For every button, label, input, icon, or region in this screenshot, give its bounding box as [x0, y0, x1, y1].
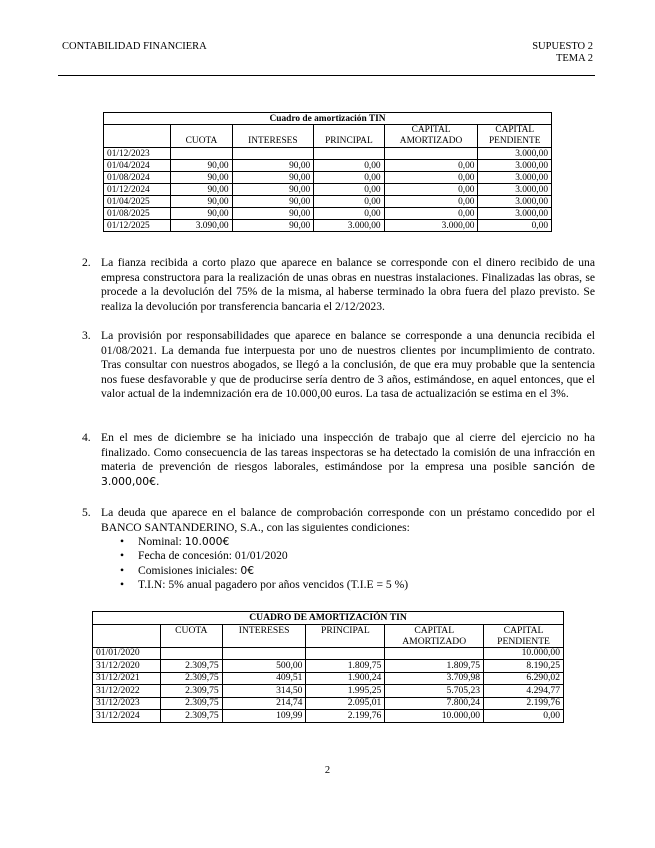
- table-row: [104, 184, 552, 196]
- table-cell: 0,00: [384, 196, 478, 208]
- table-cell: 2.199,76: [306, 710, 385, 723]
- table-cell: 0,00: [314, 208, 384, 220]
- table-row: [93, 647, 564, 660]
- row-date-cell: 01/01/2020: [93, 647, 161, 660]
- table-row: [93, 672, 564, 685]
- condition-value: 10.000€: [184, 535, 230, 548]
- column-header: CUOTA: [160, 624, 222, 647]
- table-cell: 7.800,24: [385, 697, 484, 710]
- table-row: [93, 660, 564, 673]
- amortization-table-2: [92, 611, 564, 723]
- table-cell: 0,00: [314, 160, 384, 172]
- condition-item: [118, 564, 408, 578]
- column-header: CUOTA: [171, 125, 232, 148]
- table-cell: [171, 148, 232, 160]
- row-date-cell: 01/08/2024: [104, 172, 171, 184]
- table-row: [104, 172, 552, 184]
- table-cell: 0,00: [384, 208, 478, 220]
- table-cell: 6.290,02: [484, 672, 564, 685]
- row-date-cell: 01/04/2025: [104, 196, 171, 208]
- table-title: CUADRO DE AMORTIZACIÓN TIN: [93, 612, 564, 625]
- table-row: [104, 148, 552, 160]
- row-date-cell: 31/12/2024: [93, 710, 161, 723]
- row-date-cell: 31/12/2020: [93, 660, 161, 673]
- table-cell: 3.000,00: [478, 208, 552, 220]
- bullet-icon: •: [120, 563, 125, 577]
- column-header: INTERESES: [232, 125, 314, 148]
- table-cell: 3.709,98: [385, 672, 484, 685]
- page-number: 2: [324, 765, 331, 776]
- table-cell: 2.199,76: [484, 697, 564, 710]
- column-header: PRINCIPAL: [306, 624, 385, 647]
- table-cell: 90,00: [232, 172, 314, 184]
- condition-item: [118, 535, 408, 549]
- table-cell: 90,00: [171, 184, 232, 196]
- column-header: PRINCIPAL: [314, 125, 384, 148]
- table-cell: [306, 647, 385, 660]
- row-date-cell: 01/12/2024: [104, 184, 171, 196]
- header-title: CONTABILIDAD FINANCIERA: [62, 41, 207, 52]
- column-header: CAPITAL AMORTIZADO: [384, 125, 478, 148]
- amortization-table-1: [103, 112, 552, 232]
- paragraph-item-5: [82, 506, 595, 535]
- table-cell: 3.000,00: [478, 196, 552, 208]
- table-cell: [385, 647, 484, 660]
- item-text: [101, 431, 595, 489]
- column-header-date: [104, 125, 171, 148]
- table-cell: 90,00: [171, 172, 232, 184]
- table-cell: 500,00: [222, 660, 306, 673]
- table-cell: 10.000,00: [484, 647, 564, 660]
- item-text: La provisión por responsabilidades que aparece en balance se corresponde a una denuncia recibida el 01/08/2021. La demanda fue interpuesta por uno de nuestros clientes por incumplimiento de contrato. Tras consultar con nuestros abogados, se llegó a la conclusión, de que era muy probable que la sentencia nos fuese desfavorable y que de producirse sería dentro de 3 años, estimándose, en aquel entonces, que el valor actual de la indemnización era de 10.000,00 euros. La tasa de actualización se estima en el 3%.: [101, 329, 595, 400]
- table-row: [104, 160, 552, 172]
- table-cell: 90,00: [232, 208, 314, 220]
- item-text: La deuda que aparece en el balance de comprobación corresponde con un préstamo concedido por el BANCO SANTANDERINO, S.A., con las siguientes condiciones:: [101, 506, 595, 534]
- loan-conditions-list: [118, 535, 408, 593]
- table-cell: 2.309,75: [160, 685, 222, 698]
- condition-value: 0€: [240, 563, 255, 577]
- table-cell: 0,00: [314, 184, 384, 196]
- paragraph-item-4: [82, 431, 595, 489]
- table-cell: 3.000,00: [478, 184, 552, 196]
- table-cell: [222, 647, 306, 660]
- table-cell: [232, 148, 314, 160]
- table-cell: 3.000,00: [314, 220, 384, 232]
- table-cell: 2.095,01: [306, 697, 385, 710]
- item-number: 2.: [82, 256, 91, 269]
- item-text-tail: sanción de 3.000,00€.: [101, 460, 595, 488]
- table-cell: 1.809,75: [385, 660, 484, 673]
- item-number: 4.: [82, 431, 91, 444]
- item-number: 5.: [82, 506, 91, 519]
- table-row: [104, 220, 552, 232]
- condition-label: Nominal:: [138, 535, 185, 548]
- table-cell: 10.000,00: [385, 710, 484, 723]
- table-cell: 1.995,25: [306, 685, 385, 698]
- table-cell: 8.190,25: [484, 660, 564, 673]
- table-cell: 90,00: [171, 196, 232, 208]
- table-cell: 1.809,75: [306, 660, 385, 673]
- table-cell: 3.000,00: [478, 172, 552, 184]
- table-row: [93, 710, 564, 723]
- table-cell: 90,00: [232, 196, 314, 208]
- row-date-cell: 01/12/2023: [104, 148, 171, 160]
- row-date-cell: 31/12/2022: [93, 685, 161, 698]
- condition-label: Fecha de concesión: 01/01/2020: [138, 549, 288, 563]
- table-cell: 2.309,75: [160, 672, 222, 685]
- table-cell: 109,99: [222, 710, 306, 723]
- table-cell: 2.309,75: [160, 710, 222, 723]
- table-cell: 90,00: [232, 160, 314, 172]
- table-cell: 2.309,75: [160, 660, 222, 673]
- table-cell: 90,00: [232, 220, 314, 232]
- table-cell: 0,00: [484, 710, 564, 723]
- table-cell: 90,00: [171, 160, 232, 172]
- bullet-icon: •: [120, 535, 125, 548]
- bullet-icon: •: [120, 549, 125, 563]
- condition-label: Comisiones iniciales:: [138, 563, 241, 577]
- table-cell: 3.000,00: [478, 148, 552, 160]
- table-cell: [160, 647, 222, 660]
- table-header-row: [104, 125, 552, 148]
- column-header: CAPITAL PENDIENTE: [478, 125, 552, 148]
- bullet-icon: •: [120, 578, 125, 592]
- column-header: CAPITAL AMORTIZADO: [385, 624, 484, 647]
- table-row: [104, 196, 552, 208]
- table-cell: [314, 148, 384, 160]
- table-cell: 1.900,24: [306, 672, 385, 685]
- table-cell: 4.294,77: [484, 685, 564, 698]
- column-header: CAPITAL PENDIENTE: [484, 624, 564, 647]
- column-header-date: [93, 624, 161, 647]
- row-date-cell: 01/12/2025: [104, 220, 171, 232]
- table-cell: 314,50: [222, 685, 306, 698]
- table-cell: 0,00: [384, 184, 478, 196]
- column-header: INTERESES: [222, 624, 306, 647]
- condition-item: [118, 549, 408, 563]
- table-cell: 90,00: [232, 184, 314, 196]
- table-cell: 3.090,00: [171, 220, 232, 232]
- table-row: [104, 208, 552, 220]
- item-number: 3.: [82, 329, 91, 342]
- table-cell: 0,00: [384, 172, 478, 184]
- table-row: [93, 697, 564, 710]
- table-cell: 5.705,23: [385, 685, 484, 698]
- table-row: [93, 685, 564, 698]
- table-header-row: [93, 624, 564, 647]
- table-cell: 3.000,00: [384, 220, 478, 232]
- row-date-cell: 31/12/2023: [93, 697, 161, 710]
- table-cell: 2.309,75: [160, 697, 222, 710]
- condition-label: T.I.N: 5% anual pagadero por años vencidos (T.I.E = 5 %): [138, 578, 409, 592]
- paragraph-item-3: [82, 329, 595, 402]
- paragraph-item-2: [82, 256, 595, 314]
- row-date-cell: 01/08/2025: [104, 208, 171, 220]
- table-title: Cuadro de amortización TIN: [104, 113, 552, 125]
- row-date-cell: 01/04/2024: [104, 160, 171, 172]
- table-cell: 90,00: [171, 208, 232, 220]
- header-right: [532, 41, 593, 65]
- item-text-body: En el mes de diciembre se ha iniciado una inspección de trabajo que al cierre del ejercicio no ha finalizado. Como consecuencia de las tareas inspectoras se ha detectado la comisión de una infracción en materia de prevención de riesgos laborales, estimándose por la empresa una posible: [101, 431, 595, 473]
- table-cell: 0,00: [314, 172, 384, 184]
- table-cell: 0,00: [314, 196, 384, 208]
- row-date-cell: 31/12/2021: [93, 672, 161, 685]
- table-cell: 409,51: [222, 672, 306, 685]
- table-cell: 3.000,00: [478, 160, 552, 172]
- item-text: La fianza recibida a corto plazo que aparece en balance se corresponde con el dinero recibido de una empresa constructora para la realización de unas obras en nuestras instalaciones. Finalizadas las obras, se procede a la devolución del 75% de la misma, al haberse terminado la obra fuera del plazo previsto. Se realiza la devolución por transferencia bancaria el 2/12/2023.: [101, 256, 595, 313]
- table-cell: [384, 148, 478, 160]
- table-cell: 0,00: [478, 220, 552, 232]
- table-cell: 0,00: [384, 160, 478, 172]
- table-cell: 214,74: [222, 697, 306, 710]
- header-rule: [58, 75, 595, 76]
- header-supuesto: SUPUESTO 2: [532, 41, 593, 52]
- condition-item: [118, 578, 408, 592]
- header-tema: TEMA 2: [555, 53, 593, 64]
